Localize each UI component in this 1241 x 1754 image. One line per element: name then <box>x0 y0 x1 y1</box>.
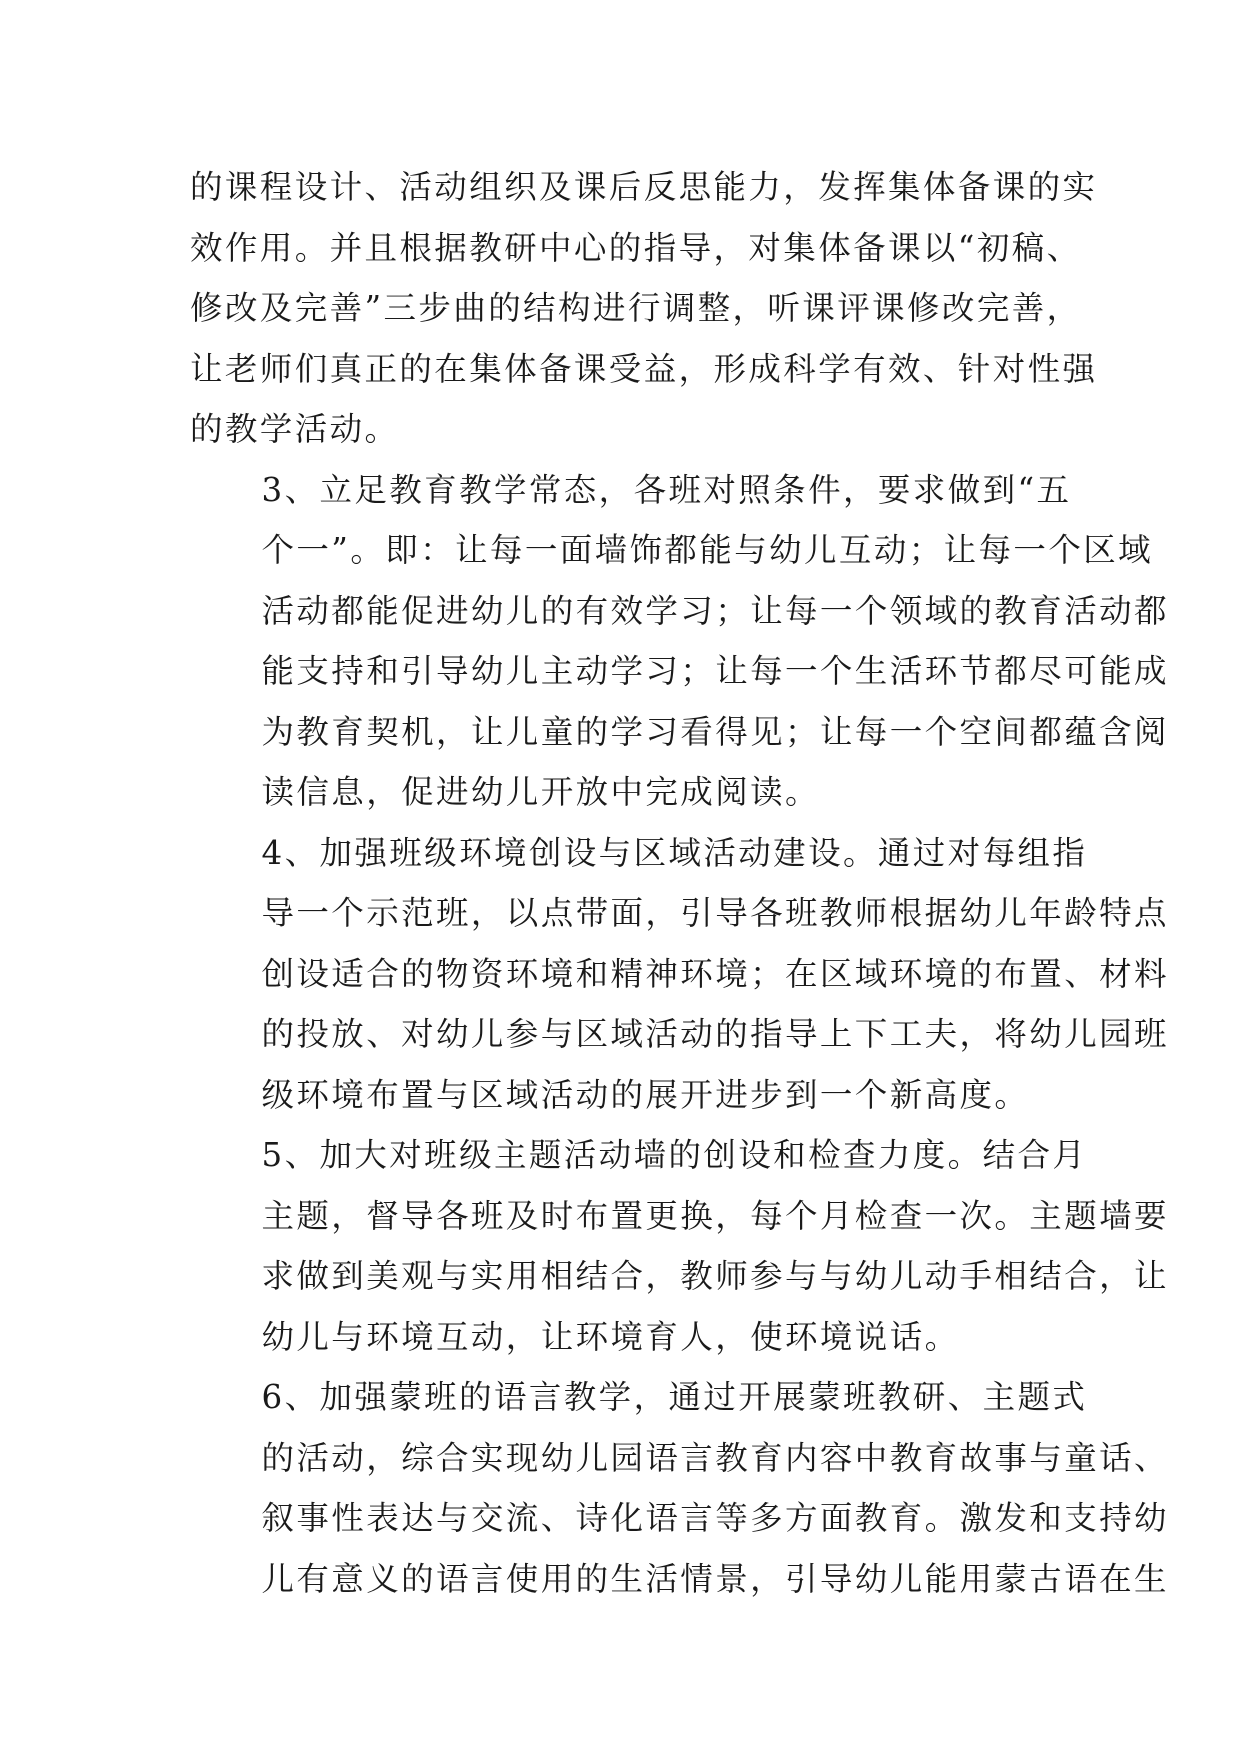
text-line: 个一”。即：让每一面墙饰都能与幼儿互动；让每一个区域 <box>261 531 1154 569</box>
paragraph-item-6 <box>190 1367 1169 1609</box>
document-body <box>190 157 1169 1609</box>
text-line: 能支持和引导幼儿主动学习；让每一个生活环节都尽可能成 <box>261 652 1169 690</box>
text-line: 6、加强蒙班的语言教学，通过开展蒙班教研、主题式 <box>261 1378 1088 1416</box>
text-line: 求做到美观与实用相结合，教师参与与幼儿动手相结合，让 <box>261 1257 1169 1295</box>
paragraph-continuation <box>190 157 1098 460</box>
paragraph-item-5 <box>190 1125 1169 1367</box>
text-line: 修改及完善”三步曲的结构进行调整，听课评课修改完善， <box>190 289 1082 327</box>
text-line: 叙事性表达与交流、诗化语言等多方面教育。激发和支持幼 <box>261 1499 1169 1537</box>
text-line: 的课程设计、活动组织及课后反思能力，发挥集体备课的实 <box>190 168 1098 206</box>
text-line: 为教育契机，让儿童的学习看得见；让每一个空间都蕴含阅 <box>261 712 1169 751</box>
paragraph-item-4 <box>190 823 1169 1126</box>
text-line: 主题，督导各班及时布置更换，每个月检查一次。主题墙要 <box>261 1196 1169 1235</box>
text-line: 幼儿与环境互动，让环境育人，使环境说话。 <box>261 1317 960 1356</box>
text-line: 创设适合的物资环境和精神环境；在区域环境的布置、材料 <box>261 954 1169 993</box>
text-line: 的活动，综合实现幼儿园语言教育内容中教育故事与童话、 <box>261 1438 1169 1477</box>
text-line: 导一个示范班，以点带面，引导各班教师根据幼儿年龄特点 <box>261 894 1169 932</box>
text-line: 5、加大对班级主题活动墙的创设和检查力度。结合月 <box>261 1136 1088 1174</box>
text-line: 读信息，促进幼儿开放中完成阅读。 <box>261 773 820 811</box>
paragraph-item-3 <box>190 460 1169 823</box>
text-line: 3、立足教育教学常态，各班对照条件，要求做到“五 <box>261 470 1072 509</box>
text-line: 级环境布置与区域活动的展开进步到一个新高度。 <box>261 1075 1030 1114</box>
text-line: 儿有意义的语言使用的生活情景，引导幼儿能用蒙古语在生 <box>261 1559 1169 1598</box>
text-line: 让老师们真正的在集体备课受益，形成科学有效、针对性强 <box>190 349 1098 388</box>
text-line: 的投放、对幼儿参与区域活动的指导上下工夫，将幼儿园班 <box>261 1015 1169 1053</box>
text-line: 4、加强班级环境创设与区域活动建设。通过对每组指 <box>261 833 1088 872</box>
text-line: 活动都能促进幼儿的有效学习；让每一个领域的教育活动都 <box>261 591 1169 630</box>
text-line: 效作用。并且根据教研中心的指导，对集体备课以“初稿、 <box>190 228 1082 267</box>
text-line: 的教学活动。 <box>190 410 400 448</box>
